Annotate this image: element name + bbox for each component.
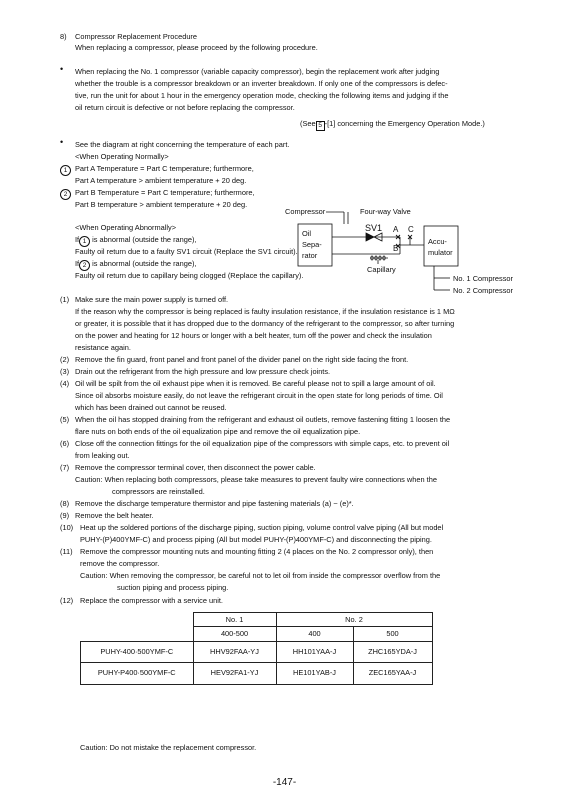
ref-pre: (See [300, 119, 316, 128]
item1-line1: Part A Temperature = Part C temperature; furthermore, [75, 164, 254, 173]
if1-line: If 1 is abnormal (outside the range), [75, 235, 197, 245]
item1-mark: 1 [60, 163, 71, 176]
row1-no2-500: ZHC165YDA-J [353, 641, 432, 662]
step-12-num: (12) [60, 596, 74, 605]
item2-mark: 2 [60, 187, 71, 200]
step-4-line2: Since oil absorbs moisture easily, do not leave the refrigerant circuit in the open state for long periods of time. Oil [75, 391, 443, 400]
label-b: B [393, 244, 399, 253]
subheader-400-500: 400-500 [193, 627, 276, 642]
row2-model: PUHY-P400·500YMF-C [81, 662, 194, 684]
step-10-num: (10) [60, 523, 74, 532]
caution-7-line2: compressors are reinstalled. [112, 487, 205, 496]
abnormal-heading: <When Operating Abnormally> [75, 223, 177, 232]
bullet1-line2: whether the trouble is a compressor breakdown or an inverter breakdown. If only one of the compressors is defec- [75, 79, 448, 88]
bullet1-line1: When replacing the No. 1 compressor (variable capacity compressor), begin the replacement work after judging [75, 67, 440, 76]
label-capillary: Capillary [367, 265, 396, 274]
label-accu: Accu- [428, 237, 447, 246]
step-3-num: (3) [60, 367, 70, 376]
step-5-line1: When the oil has stopped draining from the refrigerant and exhaust oil outlets, remove fastening fitting 1 loosen the [75, 415, 451, 424]
header-no1: No. 1 [193, 613, 276, 627]
bullet-2: • [60, 137, 64, 147]
step-1-line4: on the power and heating for 12 hours or longer with a belt heater, turn off the power and check the insulation [75, 331, 432, 340]
ref-section-box: 5 [316, 121, 325, 131]
section-title: Compressor Replacement Procedure [75, 32, 197, 41]
header-no2: No. 2 [276, 613, 432, 627]
normal-heading: <When Operating Normally> [75, 152, 169, 161]
step-8-line: Remove the discharge temperature thermistor and pipe fastening materials (a) ~ (e)*. [75, 499, 354, 508]
section-number: 8) [60, 32, 67, 41]
step-6-line1: Close off the connection fittings for the oil equalization pipe of the compressors with simple caps, etc. to prevent oil [75, 439, 450, 448]
label-a: A [393, 225, 399, 234]
subheader-500: 500 [353, 627, 432, 642]
label-four-way-valve: Four-way Valve [360, 207, 411, 216]
step-10-line2: PUHY-(P)400YMF-C) and process piping (All but model PUHY-(P)400YMF-C) and disconnecting the piping. [80, 535, 432, 544]
step-10-line1: Heat up the soldered portions of the discharge piping, suction piping, volume control valve piping (All but model [80, 523, 444, 532]
step-7-num: (7) [60, 463, 70, 472]
step-1-line5: resistance again. [75, 343, 131, 352]
step-11-num: (11) [60, 547, 73, 556]
bullet1-line4: oil return circuit is defective or not before replacing the compressor. [75, 103, 295, 112]
ref-post: -[1] concerning the Emergency Operation Mode.) [324, 119, 485, 128]
bullet-1: • [60, 64, 64, 74]
step-2-num: (2) [60, 355, 70, 364]
if2-line: If 2 is abnormal (outside the range), [75, 259, 197, 269]
step-1-num: (1) [60, 295, 70, 304]
row1-no2-400: HH101YAA-J [276, 641, 353, 662]
step-2-line1: Remove the fin guard, front panel and front panel of the divider panel on the right side facing the front. [75, 355, 409, 364]
if2-result: Faulty oil return due to capillary being clogged (Replace the capillary). [75, 271, 304, 280]
step-6-line2: from leaking out. [75, 451, 130, 460]
step-11-line1: Remove the compressor mounting nuts and mounting fitting 2 (4 places on the No. 2 compressor only), then [80, 547, 434, 556]
step-12-line: Replace the compressor with a service unit. [80, 596, 223, 605]
label-no2-compressor: No. 2 Compressor [453, 286, 513, 294]
step-9-num: (9) [60, 511, 70, 520]
step-4-num: (4) [60, 379, 70, 388]
caution-11-line1: Caution: When removing the compressor, be careful not to let oil from inside the compressor overflow from the [80, 571, 441, 580]
label-c: C [408, 225, 414, 234]
row2-no2-500: ZEC165YAA-J [353, 662, 432, 684]
bullet2-line1: See the diagram at right concerning the temperature of each part. [75, 140, 290, 149]
label-rator: rator [302, 251, 318, 260]
subheader-400: 400 [276, 627, 353, 642]
step-5-line2: flare nuts on both ends of the oil equalization pipe and remove the oil equalization pipe. [75, 427, 361, 436]
caution-11-line2: suction piping and process piping. [117, 583, 229, 592]
label-no1-compressor: No. 1 Compressor [453, 274, 513, 283]
item2-line1: Part B Temperature = Part C temperature; furthermore, [75, 188, 255, 197]
emergency-reference [300, 118, 485, 131]
step-7-line1: Remove the compressor terminal cover, then disconnect the power cable. [75, 463, 316, 472]
label-mulator: mulator [428, 248, 453, 257]
step-1-line3: or greater, it is possible that it has dropped due to the dormancy of the refrigerant to the compressor, so after turning [75, 319, 455, 328]
compressor-model-table [80, 612, 433, 685]
section-intro: When replacing a compressor, please proceed by the following procedure. [75, 43, 318, 52]
row1-model: PUHY-400·500YMF-C [81, 641, 194, 662]
refrigerant-circuit-diagram [280, 202, 530, 294]
step-1-line1: Make sure the main power supply is turned off. [75, 295, 229, 304]
step-1-line2: If the reason why the compressor is being replaced is faulty insulation resistance, if the insulation resistance is 1 MΩ [75, 307, 455, 316]
caution-7-line1: Caution: When replacing both compressors, please take measures to prevent faulty wire connections when the [75, 475, 437, 484]
step-6-num: (6) [60, 439, 70, 448]
if1-result: Faulty oil return due to a faulty SV1 circuit (Replace the SV1 circuit). [75, 247, 298, 256]
page-number: -147- [272, 777, 297, 788]
step-8-num: (8) [60, 499, 70, 508]
label-oil: Oil [302, 229, 312, 238]
step-4-line3: which has been drained out cannot be reused. [75, 403, 227, 412]
bullet1-line3: tive, run the unit for about 1 hour in the emergency operation mode, checking the following items and judging if the [75, 91, 449, 100]
accumulator-box [424, 226, 458, 266]
item1-line2: Part A temperature > ambient temperature + 20 deg. [75, 176, 247, 185]
step-9-line: Remove the belt heater. [75, 511, 154, 520]
row1-no1: HHV92FAA-YJ [193, 641, 276, 662]
step-11-line2: remove the compressor. [80, 559, 160, 568]
step-4-line1: Oil will be spilt from the oil exhaust pipe when it is removed. Be careful please not to spill a large amount of oil. [75, 379, 436, 388]
step-3-line1: Drain out the refrigerant from the high pressure and low pressure check joints. [75, 367, 331, 376]
step-5-num: (5) [60, 415, 70, 424]
item2-line2: Part B temperature > ambient temperature + 20 deg. [75, 200, 248, 209]
row2-no1: HEV92FA1-YJ [193, 662, 276, 684]
label-sv1: SV1 [365, 223, 383, 233]
label-compressor: Compressor [285, 207, 326, 216]
row2-no2-400: HE101YAB-J [276, 662, 353, 684]
label-sepa: Sepa- [302, 240, 322, 249]
final-caution: Caution: Do not mistake the replacement compressor. [80, 743, 257, 752]
